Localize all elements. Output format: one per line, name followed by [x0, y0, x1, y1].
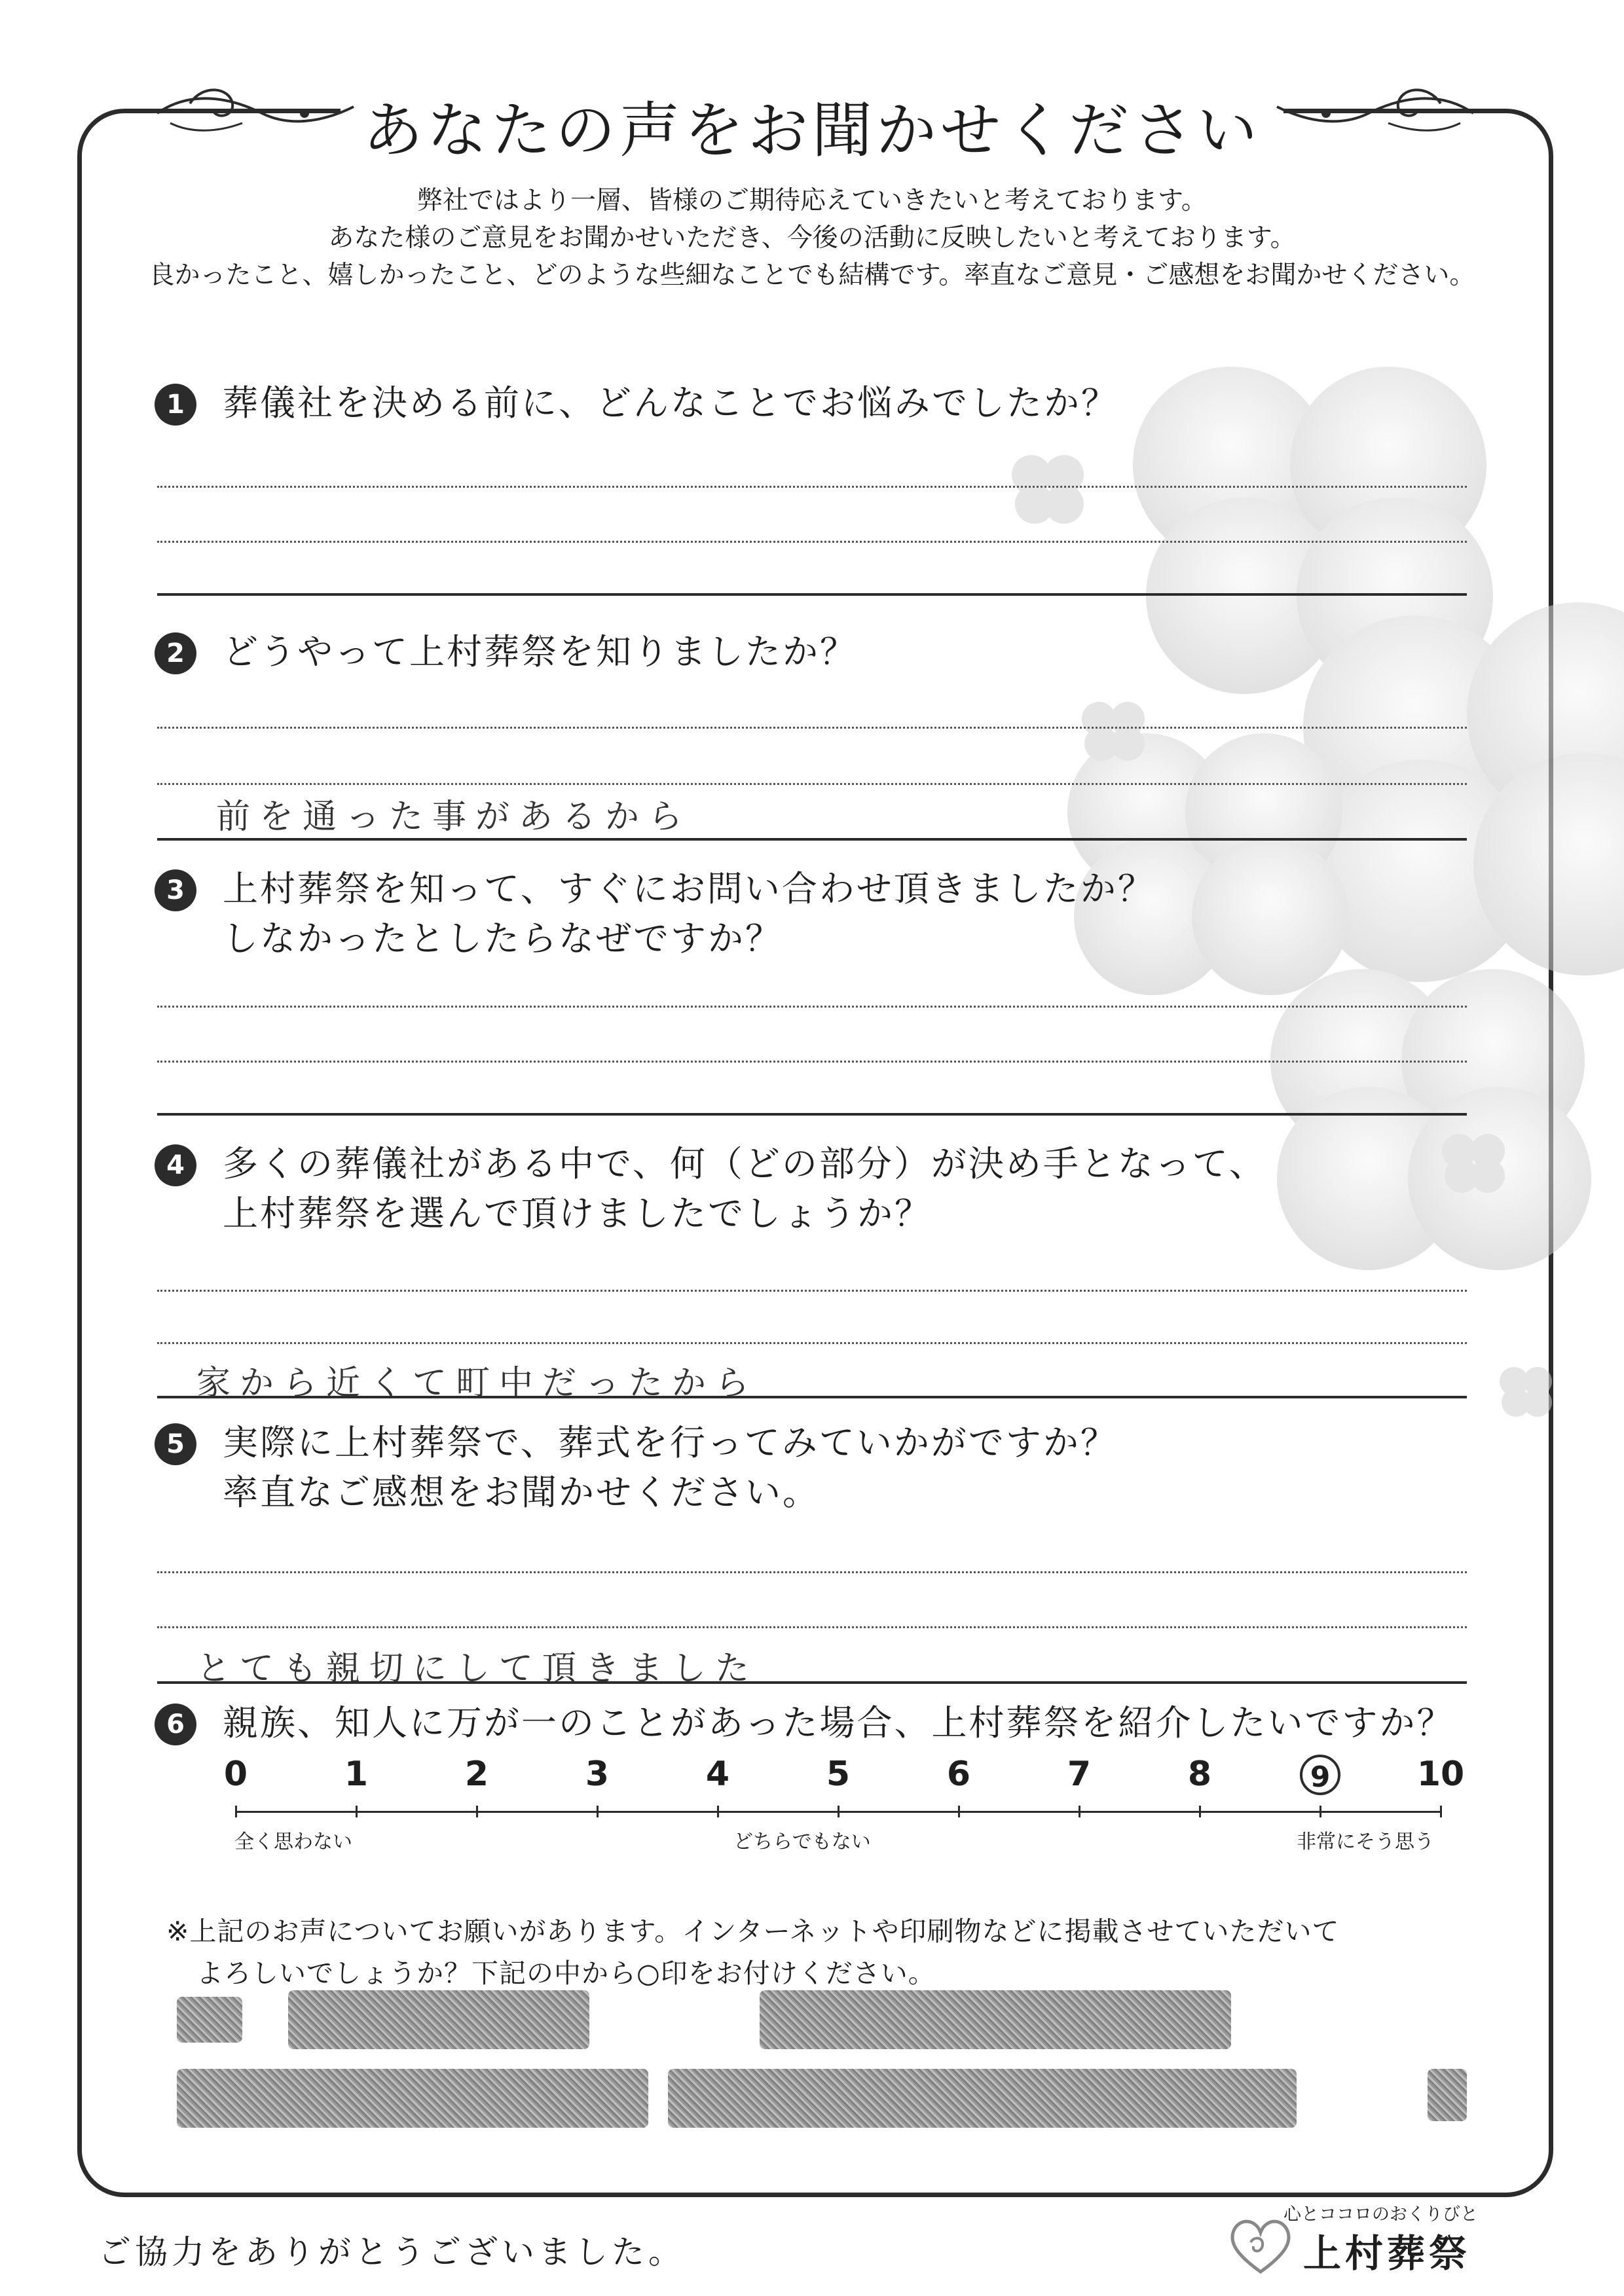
publication-consent-note — [166, 1910, 1340, 1994]
question-text — [223, 1698, 1454, 1748]
answer-dotted-line[interactable] — [157, 1290, 1467, 1292]
page-title: あなたの声をお聞かせください — [362, 96, 1261, 166]
question-2 — [155, 627, 857, 677]
scale-option-4[interactable]: 4 — [705, 1755, 730, 1794]
question-text — [223, 627, 857, 677]
question-4 — [155, 1139, 1266, 1239]
intro-line: あなた様のご意見をお聞かせいただき、今後の活動に反映したいと考えております。 — [328, 223, 1296, 253]
section-divider — [157, 1396, 1467, 1398]
question-text — [223, 864, 1155, 964]
answer-dotted-line[interactable] — [157, 1571, 1467, 1573]
scale-option-7[interactable]: 7 — [1067, 1755, 1092, 1794]
question-text — [223, 1139, 1266, 1239]
redacted-option[interactable] — [1428, 2069, 1467, 2121]
answer-dotted-line[interactable] — [157, 1626, 1467, 1628]
question-line: しなかったとしたらなぜですか？ — [223, 918, 783, 959]
answer-dotted-line[interactable] — [157, 486, 1467, 488]
question-number: 5 — [155, 1423, 196, 1465]
handwritten-answer[interactable]: 前を通った事があるから — [216, 797, 692, 837]
scale-tick — [1320, 1806, 1321, 1817]
question-6 — [155, 1698, 1454, 1748]
scale-tick — [717, 1806, 719, 1817]
note-line: ※上記のお声についてお願いがあります。インターネットや印刷物などに掲載させていただいて — [166, 1916, 1340, 1947]
question-line: 葬儀社を決める前に、どんなことでお悩みでしたか？ — [223, 382, 1118, 424]
scale-option-8[interactable]: 8 — [1187, 1755, 1212, 1794]
scale-label-high: 非常にそう思う — [1297, 1831, 1434, 1853]
scale-tick — [1199, 1806, 1201, 1817]
section-divider — [157, 1681, 1467, 1684]
scale-tick — [476, 1806, 478, 1817]
scale-option-1[interactable]: 1 — [344, 1755, 369, 1794]
question-line: 上村葬祭を知って、すぐにお問い合わせ頂きましたか？ — [223, 868, 1155, 909]
scale-label-low: 全く思わない — [234, 1831, 352, 1853]
redacted-option[interactable] — [177, 1997, 242, 2043]
scale-label-mid: どちらでもない — [733, 1831, 871, 1853]
question-number: 6 — [155, 1704, 196, 1745]
question-line: どうやって上村葬祭を知りましたか？ — [223, 631, 857, 672]
note-line: よろしいでしょうか？下記の中から○印をお付けください。 — [196, 1958, 936, 1989]
intro-line: 良かったこと、嬉しかったこと、どのような些細なことでも結構です。率直なご意見・ご感想をお聞かせください。 — [149, 261, 1475, 290]
question-number: 3 — [155, 869, 196, 911]
answer-dotted-line[interactable] — [157, 783, 1467, 785]
redacted-option[interactable] — [288, 1990, 589, 2049]
rating-scale — [196, 1755, 1480, 1872]
scale-option-3[interactable]: 3 — [585, 1755, 610, 1794]
handwritten-answer[interactable]: とても親切にして頂きました — [196, 1649, 759, 1688]
scale-tick — [958, 1806, 960, 1817]
answer-dotted-line[interactable] — [157, 541, 1467, 543]
question-line: 上村葬祭を選んで頂けましたでしょうか？ — [223, 1193, 932, 1234]
question-number: 2 — [155, 632, 196, 674]
question-text — [223, 378, 1118, 428]
intro-line: 弊社ではより一層、皆様のご期待応えていきたいと考えております。 — [417, 186, 1207, 215]
scale-tick — [235, 1806, 237, 1817]
redacted-option[interactable] — [668, 2069, 1297, 2128]
question-line: 実際に上村葬祭で、葬式を行ってみていかがですか？ — [223, 1422, 1118, 1463]
section-divider — [157, 838, 1467, 841]
question-number: 1 — [155, 384, 196, 426]
question-number: 4 — [155, 1144, 196, 1186]
question-line: 親族、知人に万が一のことがあった場合、上村葬祭を紹介したいですか？ — [223, 1702, 1454, 1743]
scale-option-10[interactable]: 10 — [1416, 1755, 1465, 1794]
scale-option-5[interactable]: 5 — [826, 1755, 851, 1794]
scale-tick — [1440, 1806, 1442, 1817]
intro-text — [0, 182, 1624, 294]
scale-tick — [597, 1806, 599, 1817]
scale-tick — [1079, 1806, 1080, 1817]
question-1 — [155, 378, 1118, 428]
brand-tagline: 心とココロのおくりびと — [1283, 2204, 1478, 2225]
section-divider — [157, 593, 1467, 596]
question-line: 多くの葬儀社がある中で、何（どの部分）が決め手となって、 — [223, 1143, 1266, 1184]
selected-rating-circle: 9 — [1300, 1755, 1340, 1795]
answer-dotted-line[interactable] — [157, 1342, 1467, 1344]
question-5 — [155, 1418, 1118, 1518]
answer-dotted-line[interactable] — [157, 1006, 1467, 1008]
section-divider — [157, 1113, 1467, 1116]
scale-option-9[interactable] — [1287, 1755, 1353, 1795]
answer-dotted-line[interactable] — [157, 1061, 1467, 1063]
question-line: 率直なご感想をお聞かせください。 — [223, 1472, 820, 1513]
redacted-option[interactable] — [760, 1990, 1231, 2049]
question-3 — [155, 864, 1155, 964]
scale-tick — [838, 1806, 840, 1817]
answer-dotted-line[interactable] — [157, 727, 1467, 729]
scale-tick — [356, 1806, 358, 1817]
question-text — [223, 1418, 1118, 1518]
redacted-option[interactable] — [177, 2069, 648, 2128]
scale-option-2[interactable]: 2 — [464, 1755, 489, 1794]
brand-name: 上村葬祭 — [1303, 2231, 1471, 2276]
handwritten-answer[interactable]: 家から近くて町中だったから — [196, 1364, 759, 1403]
scale-option-0[interactable]: 0 — [223, 1755, 248, 1794]
thanks-message: ご協力をありがとうございました。 — [98, 2233, 685, 2271]
scale-option-6[interactable]: 6 — [946, 1755, 971, 1794]
left-flourish-icon — [151, 77, 367, 143]
right-flourish-icon — [1264, 77, 1480, 143]
